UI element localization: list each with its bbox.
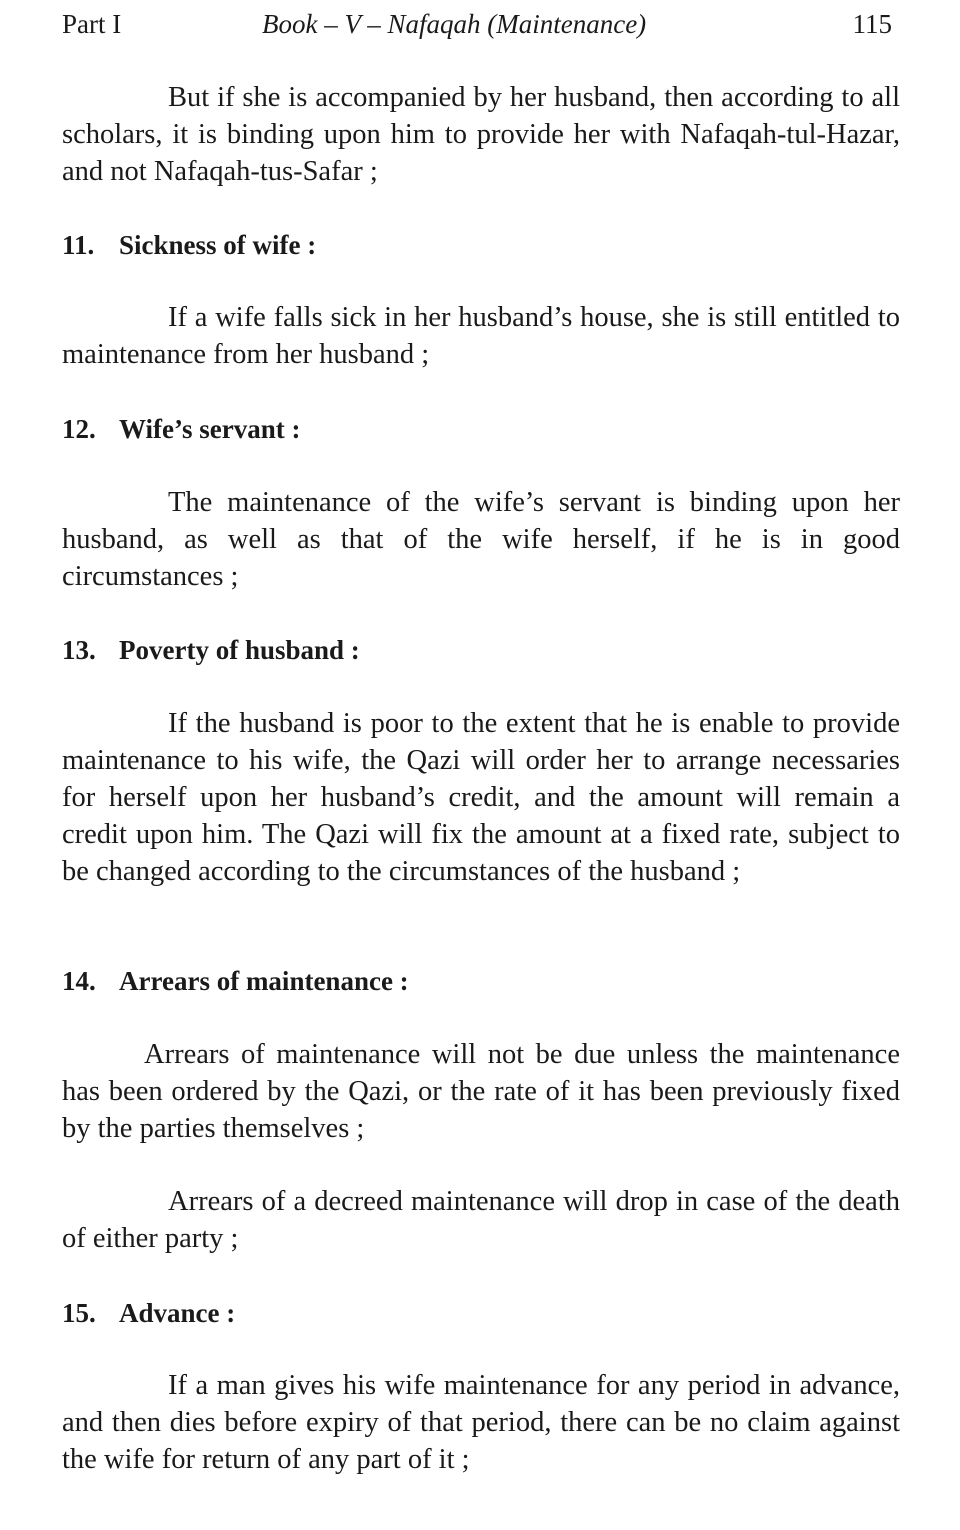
section-14-paragraph-2: Arrears of a decreed maintenance will drop in case of the death of either party ; — [62, 1186, 900, 1254]
intro-paragraph: But if she is accompanied by her husband, then according to all scholars, it is binding upon him to provide her with Nafaqah-tul-Hazar, and not Nafaqah-tus-Safar ; — [62, 82, 900, 187]
section-11-title: Sickness of wife : — [119, 230, 317, 260]
section-12-number: 12. — [62, 414, 96, 444]
section-14-paragraph-1: Arrears of maintenance will not be due unless the maintenance has been ordered by the Qazi, or the rate of it has been previously fixed by the parties themselves ; — [62, 1039, 900, 1144]
section-15-paragraph: If a man gives his wife maintenance for any period in advance, and then dies before expiry of that period, there can be no claim against the wife for return of any part of it ; — [62, 1370, 900, 1475]
section-12-paragraph: The maintenance of the wife’s servant is binding upon her husband, as well as that of the wife herself, if he is in good circumstances ; — [62, 487, 900, 592]
section-13-title: Poverty of husband : — [119, 635, 360, 665]
header-page-number: 115 — [852, 9, 892, 39]
section-14-number: 14. — [62, 966, 96, 996]
section-13-heading — [62, 632, 360, 668]
section-14-title: Arrears of maintenance : — [119, 966, 409, 996]
document-page — [62, 0, 900, 1530]
section-15-title: Advance : — [119, 1298, 236, 1328]
section-15-heading — [62, 1295, 235, 1331]
section-13-paragraph: If the husband is poor to the extent that he is enable to provide maintenance to his wife, the Qazi will order her to arrange necessaries for herself upon her husband’s credit, and the amount will remain a credit upon him. The Qazi will fix the amount at a fixed rate, subject to be changed according to the circumstances of the husband ; — [62, 708, 900, 887]
page-header — [62, 6, 900, 46]
section-12-title: Wife’s servant : — [119, 414, 301, 444]
header-title: Book – V – Nafaqah (Maintenance) — [262, 9, 647, 39]
section-11-number: 11. — [62, 230, 95, 260]
section-11-paragraph: If a wife falls sick in her husband’s house, she is still entitled to maintenance from her husband ; — [62, 302, 900, 370]
section-14-heading — [62, 963, 409, 999]
section-11-heading — [62, 227, 316, 263]
header-part: Part I — [62, 9, 122, 39]
section-15-number: 15. — [62, 1298, 96, 1328]
section-13-number: 13. — [62, 635, 96, 665]
section-12-heading — [62, 411, 300, 447]
